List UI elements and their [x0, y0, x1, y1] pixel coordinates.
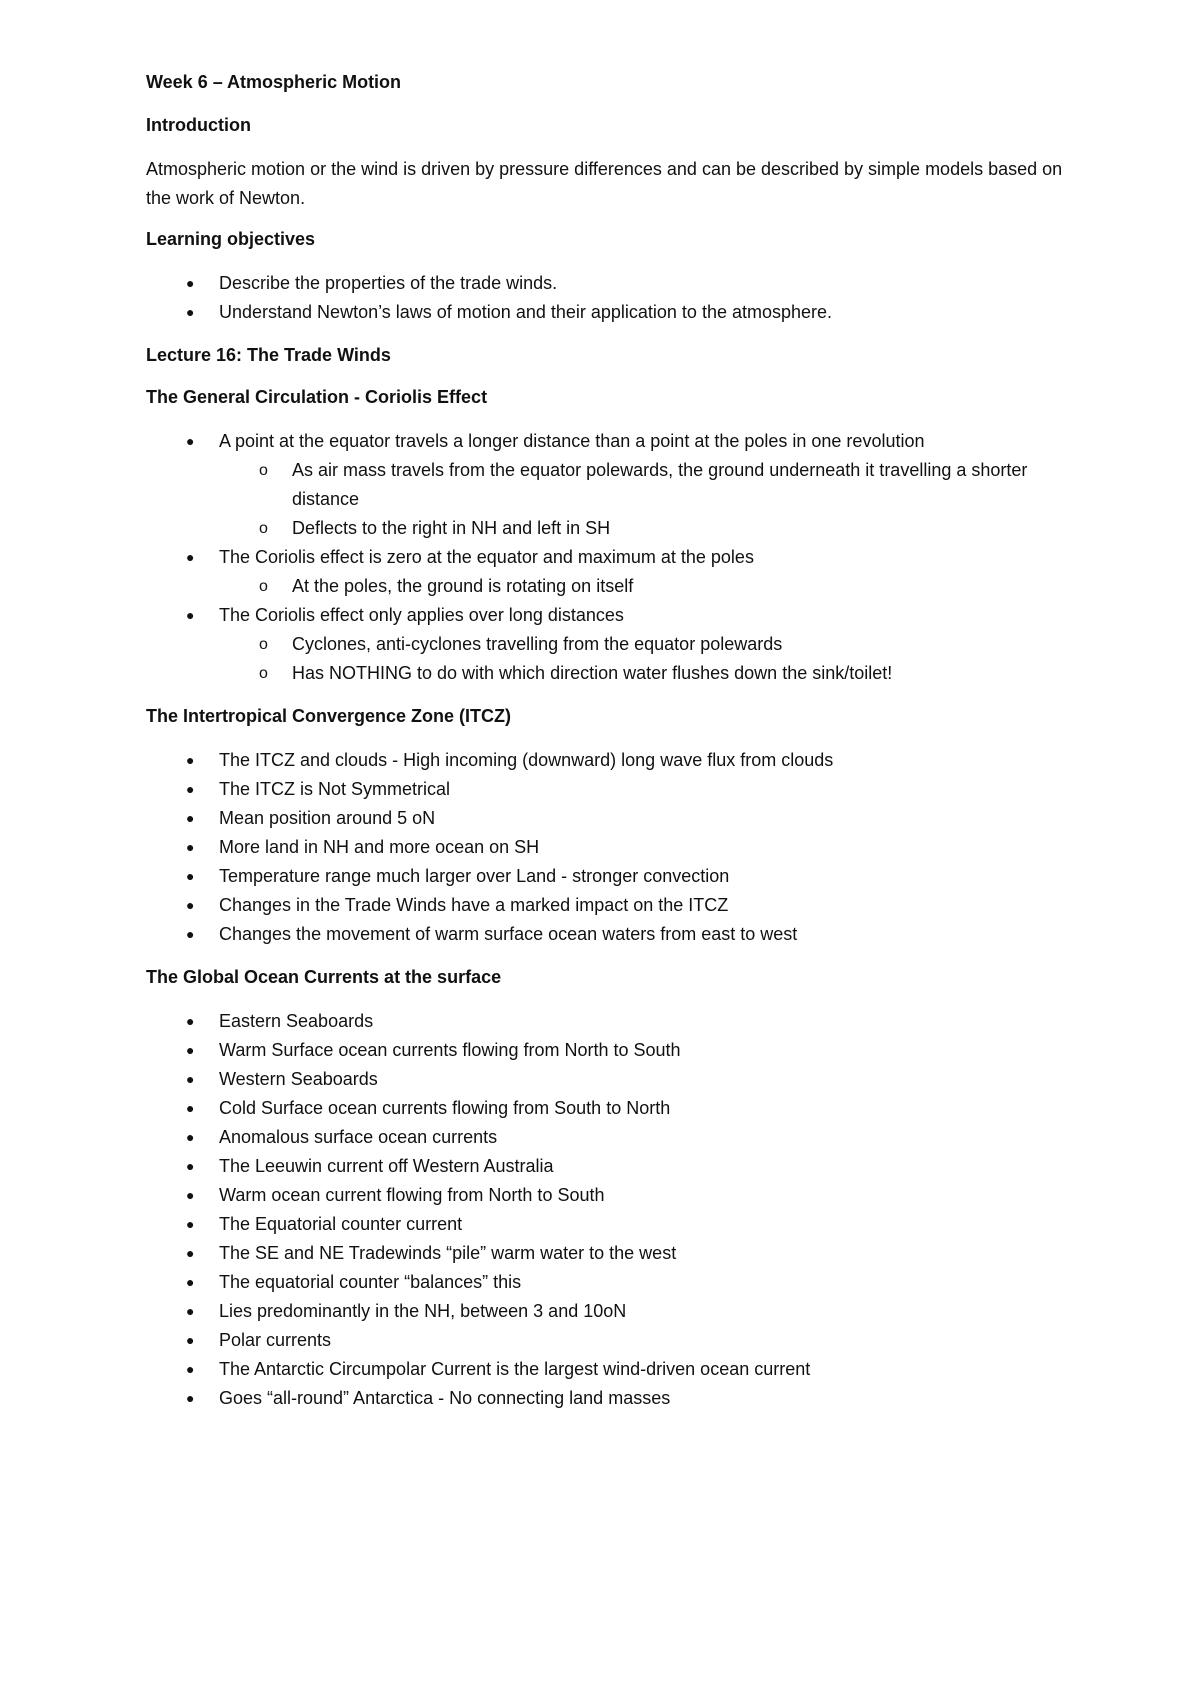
- bullet-icon: ●: [186, 607, 195, 623]
- list-item: [146, 1094, 1086, 1123]
- list-item-text: Cold Surface ocean currents flowing from South to North: [219, 1098, 671, 1118]
- section-heading-itcz: The Intertropical Convergence Zone (ITCZ): [146, 706, 512, 726]
- sub-list-item-text: At the poles, the ground is rotating on itself: [292, 576, 634, 596]
- sub-list-item-text: As air mass travels from the equator polewards, the ground underneath it travelling a shorter distance: [292, 460, 1028, 509]
- list-item: [146, 891, 1086, 920]
- list-item: [146, 601, 1086, 688]
- list-item-text: More land in NH and more ocean on SH: [219, 837, 540, 857]
- list-item: [146, 804, 1086, 833]
- lecture-heading: Lecture 16: The Trade Winds: [146, 345, 391, 365]
- list-item-text: Understand Newton’s laws of motion and their application to the atmosphere.: [219, 302, 833, 322]
- list-item-text: Warm ocean current flowing from North to South: [219, 1185, 605, 1205]
- sub-list-item-text: Deflects to the right in NH and left in SH: [292, 518, 611, 538]
- list-item-text: Warm Surface ocean currents flowing from North to South: [219, 1040, 681, 1060]
- list-item-text: Mean position around 5 oN: [219, 808, 436, 828]
- list-item: [146, 1297, 1086, 1326]
- bullet-icon: ●: [186, 926, 195, 942]
- bullet-icon: ●: [186, 1129, 195, 1145]
- sub-list: [219, 572, 1086, 601]
- bullet-icon: ●: [186, 275, 195, 291]
- objectives-list: [146, 269, 1086, 327]
- bullet-icon: ●: [186, 1361, 195, 1377]
- list-item-text: A point at the equator travels a longer distance than a point at the poles in one revolution: [219, 431, 925, 451]
- sub-bullet-icon: o: [259, 520, 268, 537]
- list-item-text: The ITCZ is Not Symmetrical: [219, 779, 451, 799]
- list-item: [146, 1152, 1086, 1181]
- bullet-icon: ●: [186, 1216, 195, 1232]
- sub-list-item: [219, 659, 1086, 688]
- list-item-text: Western Seaboards: [219, 1069, 378, 1089]
- itcz-list: [146, 746, 1086, 949]
- list-item-text: Eastern Seaboards: [219, 1011, 374, 1031]
- bullet-icon: ●: [186, 1158, 195, 1174]
- section-heading-coriolis: The General Circulation - Coriolis Effect: [146, 387, 488, 407]
- list-item-text: The Equatorial counter current: [219, 1214, 463, 1234]
- list-item-text: Changes the movement of warm surface ocean waters from east to west: [219, 924, 798, 944]
- list-item: [146, 833, 1086, 862]
- bullet-icon: ●: [186, 1332, 195, 1348]
- list-item: [146, 1268, 1086, 1297]
- list-item-text: Changes in the Trade Winds have a marked impact on the ITCZ: [219, 895, 729, 915]
- list-item-text: Polar currents: [219, 1330, 332, 1350]
- section-heading-introduction: Introduction: [146, 115, 251, 135]
- list-item: [146, 862, 1086, 891]
- list-item: [146, 1384, 1086, 1413]
- sub-list-item: [219, 630, 1086, 659]
- bullet-icon: ●: [186, 1042, 195, 1058]
- list-item: [146, 1036, 1086, 1065]
- bullet-icon: ●: [186, 752, 195, 768]
- list-item: [146, 269, 1086, 298]
- sub-list-item: [219, 514, 1086, 543]
- list-item: [146, 298, 1086, 327]
- list-item-text: Goes “all-round” Antarctica - No connecting land masses: [219, 1388, 671, 1408]
- list-item-text: The Antarctic Circumpolar Current is the largest wind-driven ocean current: [219, 1359, 811, 1379]
- list-item-text: The Leeuwin current off Western Australia: [219, 1156, 554, 1176]
- bullet-icon: ●: [186, 1187, 195, 1203]
- document-page: [146, 70, 1086, 1429]
- list-item-text: Anomalous surface ocean currents: [219, 1127, 498, 1147]
- sub-bullet-icon: o: [259, 665, 268, 682]
- bullet-icon: ●: [186, 897, 195, 913]
- bullet-icon: ●: [186, 781, 195, 797]
- sub-list-item: [219, 572, 1086, 601]
- bullet-icon: ●: [186, 1071, 195, 1087]
- list-item-text: Temperature range much larger over Land - stronger convection: [219, 866, 730, 886]
- bullet-icon: ●: [186, 1100, 195, 1116]
- document-title: Week 6 – Atmospheric Motion: [146, 72, 402, 92]
- list-item: [146, 1007, 1086, 1036]
- bullet-icon: ●: [186, 810, 195, 826]
- list-item-text: The ITCZ and clouds - High incoming (downward) long wave flux from clouds: [219, 750, 834, 770]
- list-item: [146, 1210, 1086, 1239]
- list-item: [146, 1239, 1086, 1268]
- list-item: [146, 543, 1086, 601]
- list-item-text: Lies predominantly in the NH, between 3 and 10oN: [219, 1301, 627, 1321]
- list-item-text: The SE and NE Tradewinds “pile” warm water to the west: [219, 1243, 677, 1263]
- list-item: [146, 920, 1086, 949]
- bullet-icon: ●: [186, 433, 195, 449]
- bullet-icon: ●: [186, 1013, 195, 1029]
- list-item: [146, 1355, 1086, 1384]
- sub-list-item: [219, 456, 1086, 514]
- sub-bullet-icon: o: [259, 578, 268, 595]
- list-item-text: The equatorial counter “balances” this: [219, 1272, 522, 1292]
- list-item: [146, 1326, 1086, 1355]
- bullet-icon: ●: [186, 549, 195, 565]
- bullet-icon: ●: [186, 1274, 195, 1290]
- sub-bullet-icon: o: [259, 636, 268, 653]
- bullet-icon: ●: [186, 839, 195, 855]
- list-item-text: The Coriolis effect is zero at the equator and maximum at the poles: [219, 547, 754, 567]
- bullet-icon: ●: [186, 1303, 195, 1319]
- list-item-text: Describe the properties of the trade winds.: [219, 273, 558, 293]
- sub-list: [219, 456, 1086, 543]
- sub-list: [219, 630, 1086, 688]
- sub-bullet-icon: o: [259, 462, 268, 479]
- list-item: [146, 746, 1086, 775]
- list-item: [146, 1181, 1086, 1210]
- list-item-text: The Coriolis effect only applies over long distances: [219, 605, 624, 625]
- bullet-icon: ●: [186, 1390, 195, 1406]
- list-item: [146, 1123, 1086, 1152]
- sub-list-item-text: Has NOTHING to do with which direction water flushes down the sink/toilet!: [292, 663, 893, 683]
- list-item: [146, 427, 1086, 543]
- bullet-icon: ●: [186, 868, 195, 884]
- coriolis-list: [146, 427, 1086, 688]
- section-heading-ocean-currents: The Global Ocean Currents at the surface: [146, 967, 502, 987]
- ocean-currents-list: [146, 1007, 1086, 1413]
- list-item: [146, 1065, 1086, 1094]
- bullet-icon: ●: [186, 1245, 195, 1261]
- bullet-icon: ●: [186, 304, 195, 320]
- section-heading-learning-objectives: Learning objectives: [146, 229, 316, 249]
- introduction-paragraph: Atmospheric motion or the wind is driven by pressure differences and can be described by simple models based on the work of Newton.: [146, 159, 1063, 208]
- list-item: [146, 775, 1086, 804]
- sub-list-item-text: Cyclones, anti-cyclones travelling from the equator polewards: [292, 634, 783, 654]
